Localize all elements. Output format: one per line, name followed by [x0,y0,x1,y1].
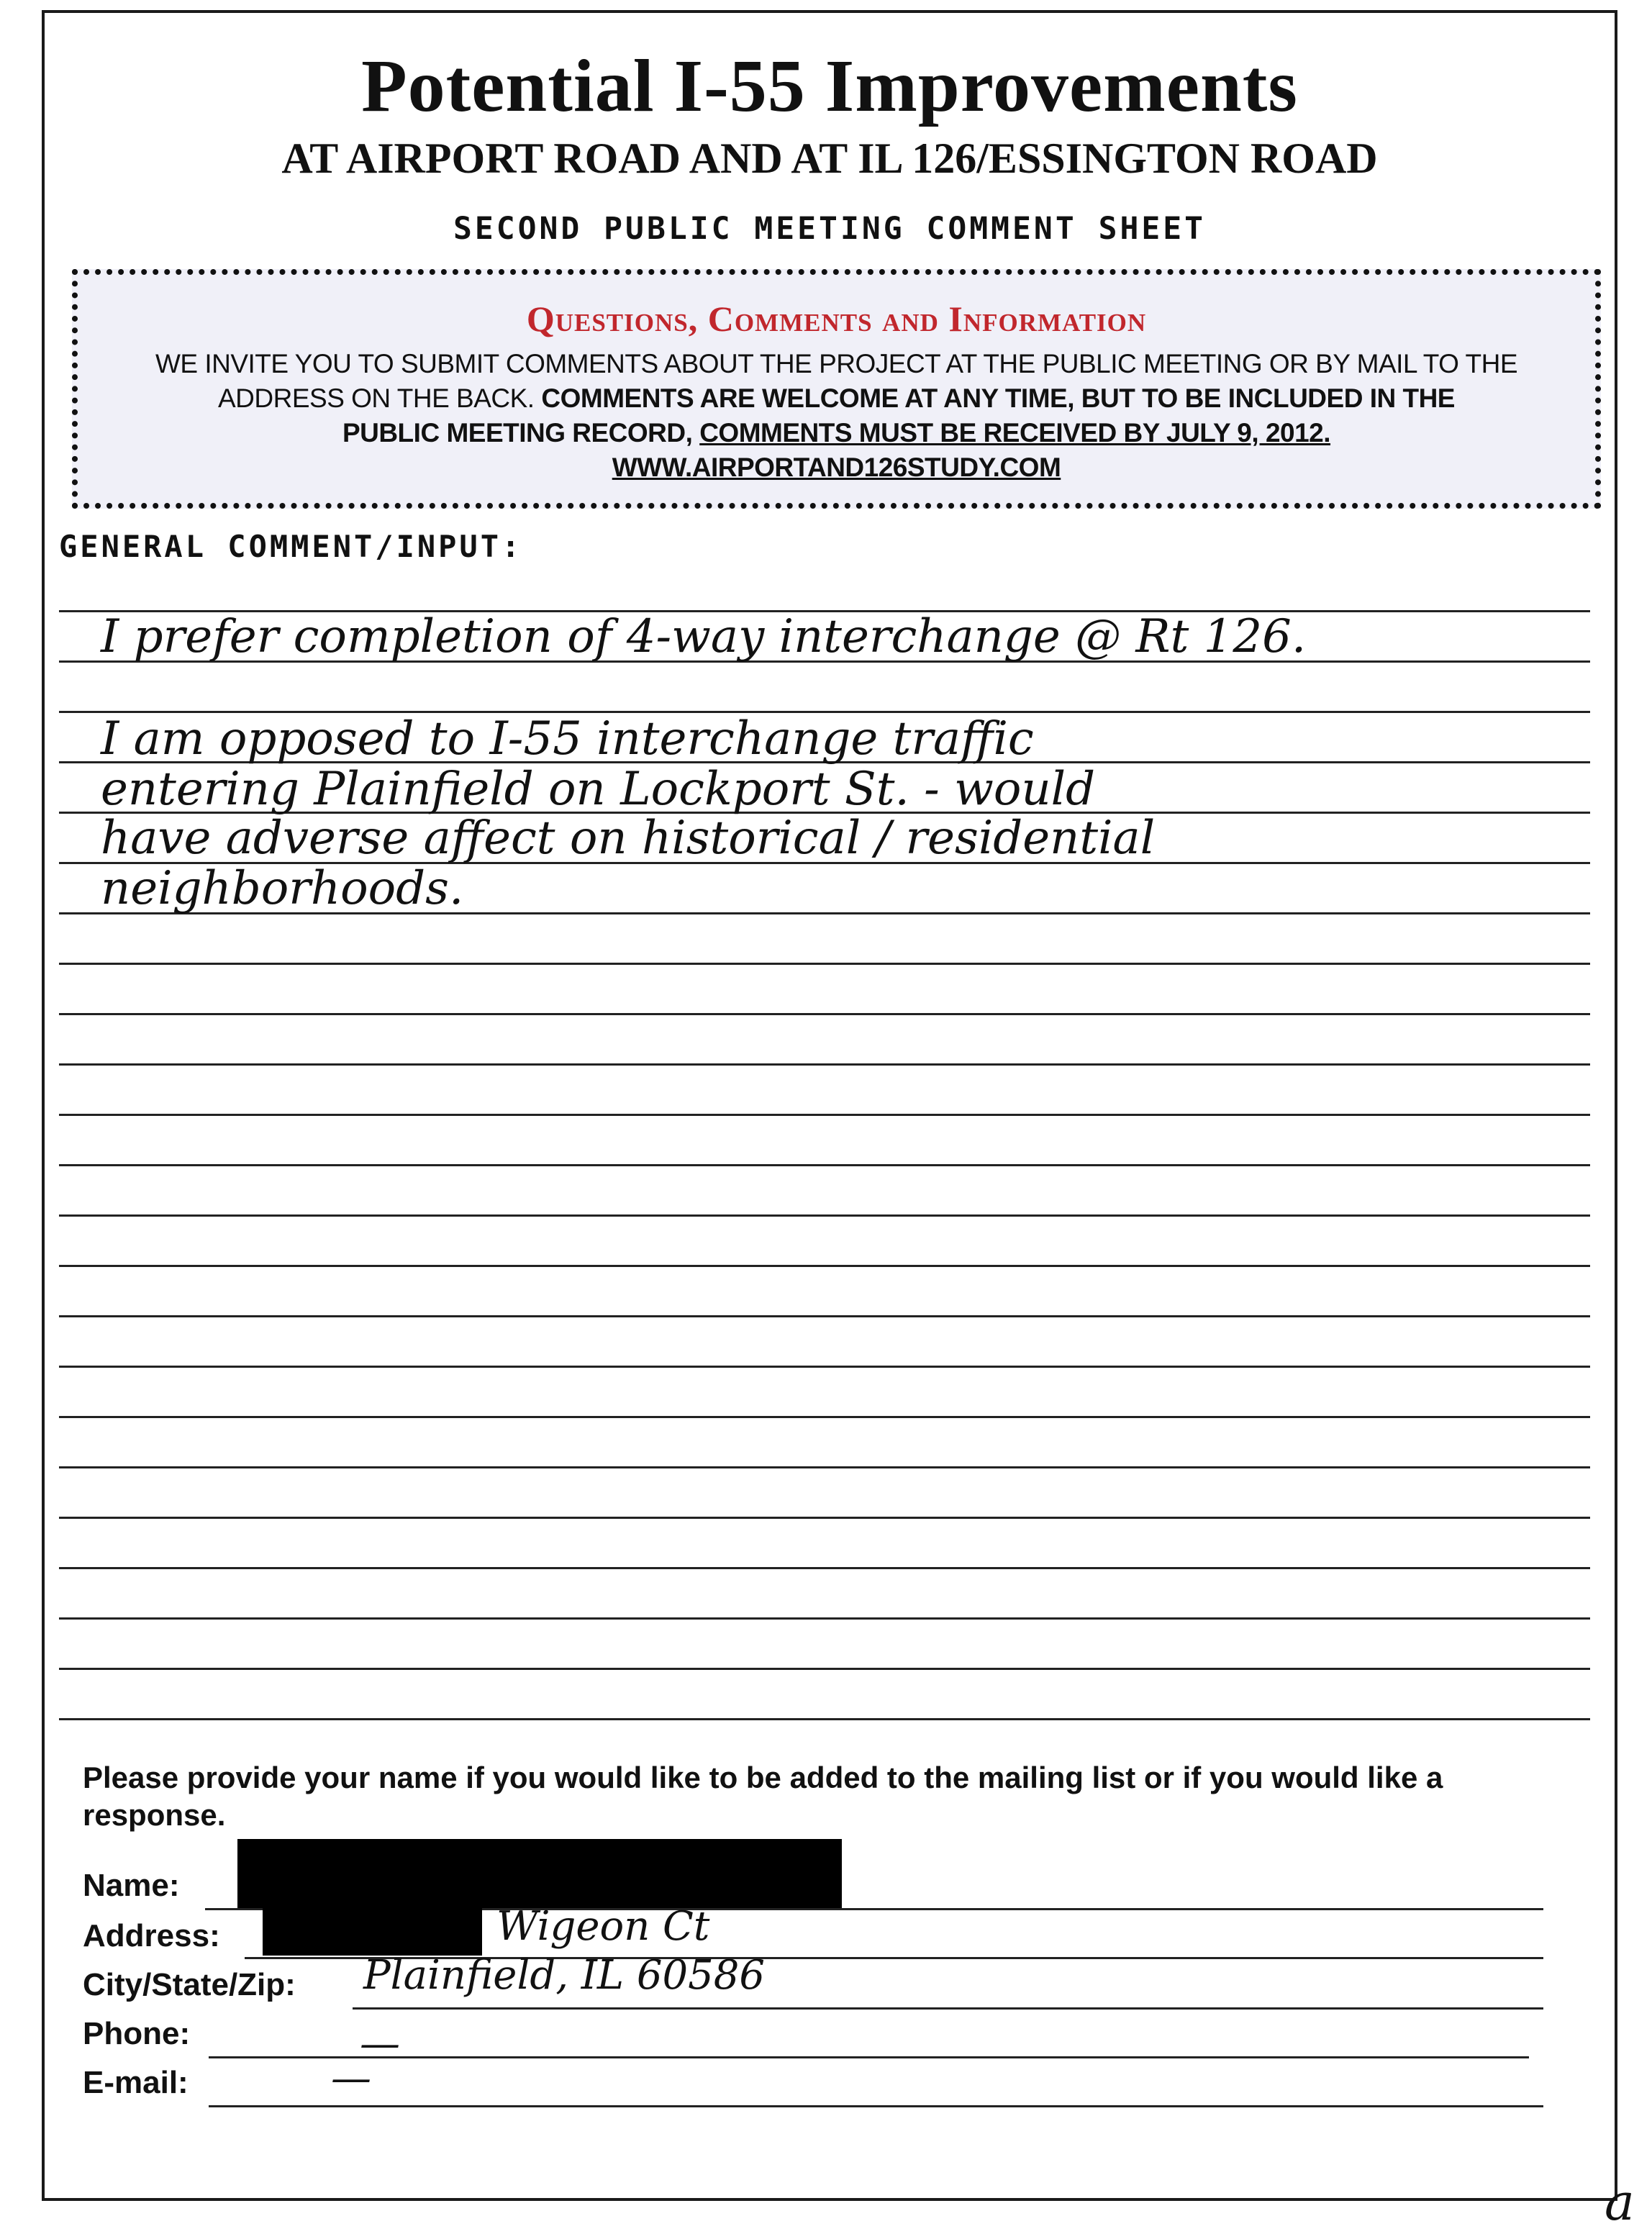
comment-rule-line [59,1617,1590,1620]
mailing-list-prompt: Please provide your name if you would like to be added to the mailing list or if you would like a response. [83,1761,1443,1832]
sheet-name: SECOND PUBLIC MEETING COMMENT SHEET [453,211,1207,247]
comment-rule-line [59,1164,1590,1166]
handwritten-line-5: neighborhoods. [101,862,464,915]
handwritten-line-2: I am opposed to I-55 interchange traffic [101,712,1034,766]
phone-label: Phone: [83,2016,191,2051]
address-value: Wigeon Ct [496,1903,710,1950]
comment-rule-line [59,1265,1590,1267]
comment-rule-line [59,1668,1590,1670]
address-label: Address: [83,1918,220,1953]
info-line-2 [115,381,1558,416]
comment-rule-line [59,1013,1590,1015]
info-line-2-bold: COMMENTS ARE WELCOME AT ANY TIME, BUT TO BE INCLUDED IN THE [541,383,1455,413]
comment-rule-line [59,1063,1590,1066]
city-state-zip-label: City/State/Zip: [83,1967,296,2002]
page-title: Potential I-55 Improvements [361,45,1298,127]
comment-rule-line [59,1517,1590,1519]
info-line-4 [115,450,1558,485]
info-line-3 [115,416,1558,450]
name-label: Name: [83,1868,180,1903]
general-comment-label: GENERAL COMMENT/INPUT: [59,529,523,564]
comment-rule-line [59,1466,1590,1468]
info-line-3-bold: PUBLIC MEETING RECORD, [342,418,693,448]
handwritten-line-1: I prefer completion of 4-way interchange @ Rt 126. [101,610,1307,663]
email-label: E-mail: [83,2065,189,2100]
info-box-text [115,347,1558,485]
website-link[interactable]: WWW.AIRPORTAND126STUDY.COM [612,453,1061,482]
comment-rule-line [59,1214,1590,1217]
info-line-1: WE INVITE YOU TO SUBMIT COMMENTS ABOUT THE PROJECT AT THE PUBLIC MEETING OR BY MAIL TO THE [155,349,1518,378]
city-state-zip-value: Plainfield, IL 60586 [363,1952,766,1999]
comment-rule-line [59,1567,1590,1569]
page-subtitle: AT AIRPORT ROAD AND AT IL 126/ESSINGTON ROAD [281,135,1378,182]
handwritten-line-3: entering Plainfield on Lockport St. - would [101,763,1096,816]
comment-rule-line [59,1416,1590,1418]
comment-rule-line [59,963,1590,965]
info-line-2-plain: ADDRESS ON THE BACK. [218,383,535,413]
email-field-line[interactable] [209,2105,1543,2107]
comment-rule-line [59,1315,1590,1317]
deadline-text: COMMENTS MUST BE RECEIVED BY JULY 9, 2012. [699,418,1331,448]
phone-field-line[interactable] [209,2056,1529,2058]
comment-rule-line [59,1114,1590,1116]
city-state-zip-field-line[interactable] [353,2007,1543,2010]
page-mark: a [1605,2173,1635,2232]
handwritten-line-4: have adverse affect on historical / residential [101,812,1156,865]
phone-value: — [360,2020,400,2067]
comment-rule-line [59,1718,1590,1720]
info-box-heading: Questions, Comments and Information [526,299,1147,339]
comment-rule-line [59,1366,1590,1368]
email-value: — [331,2055,371,2102]
redaction-box [263,1898,482,1956]
